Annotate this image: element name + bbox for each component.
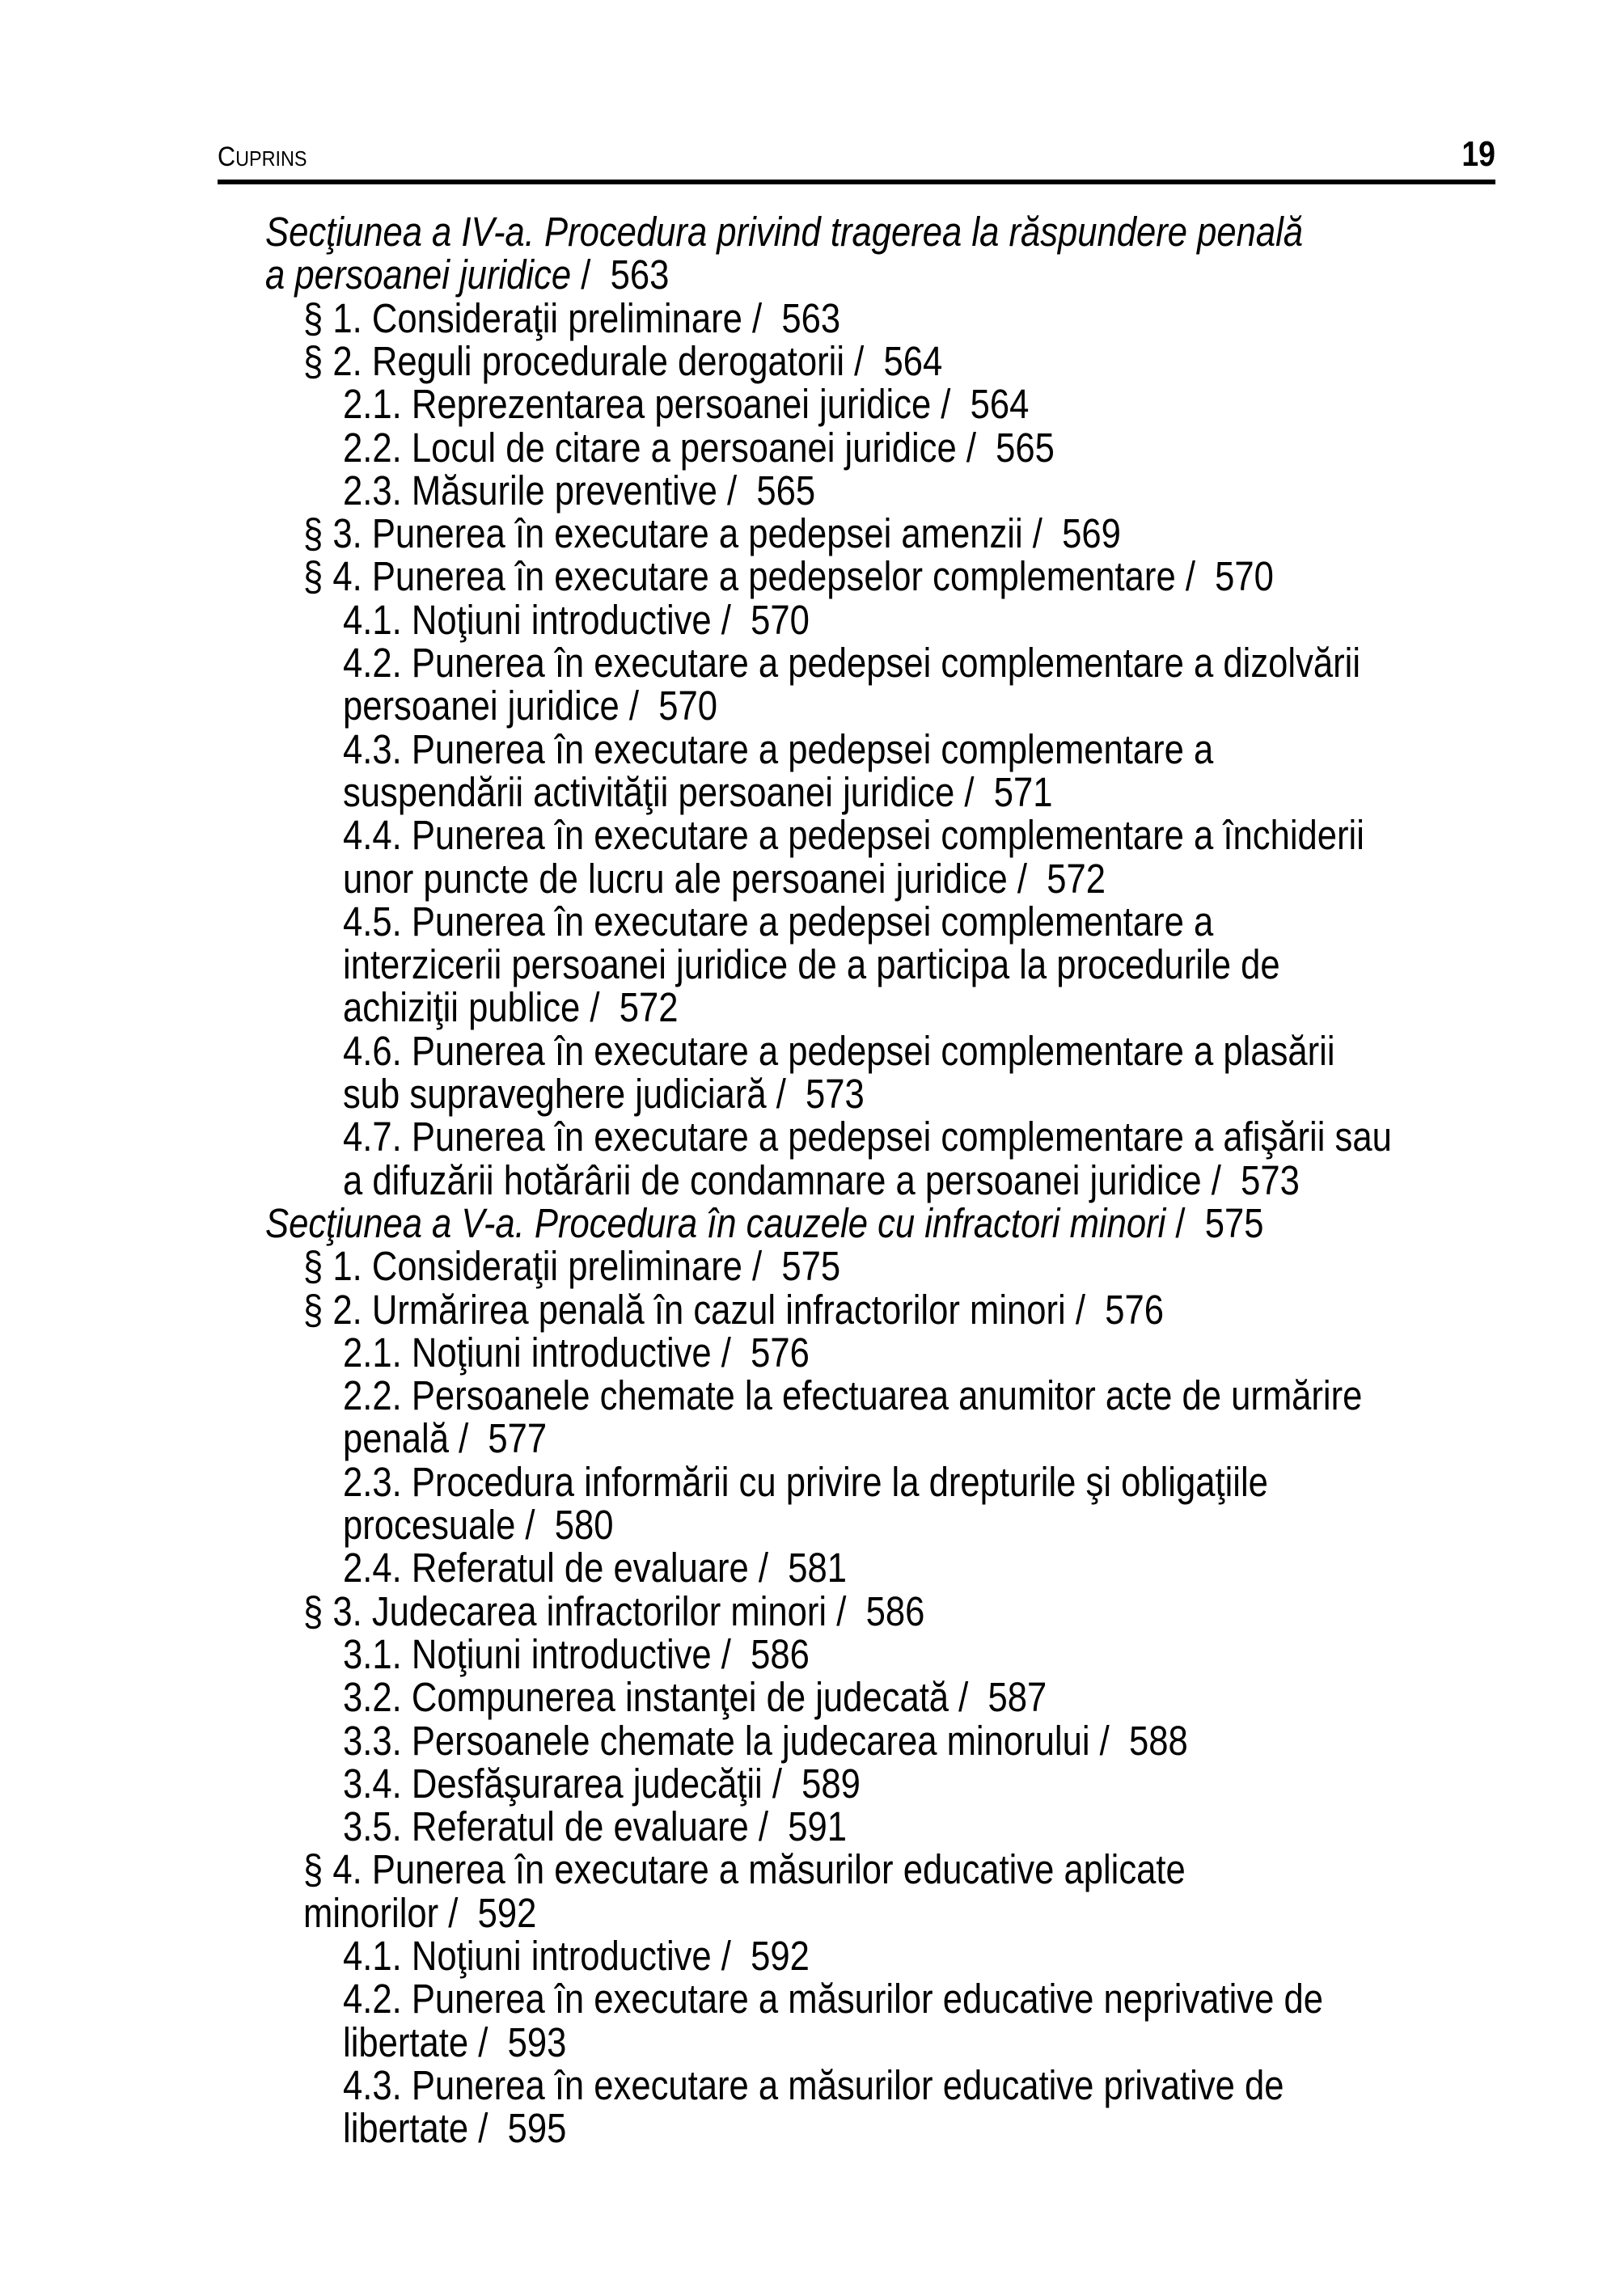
toc-separator: / (448, 1415, 488, 1462)
toc-entry-line (343, 1762, 861, 1805)
toc-entry-line (343, 768, 1053, 815)
toc-entry-line (343, 2018, 567, 2065)
toc-entry-title: § 2. Urmărirea penală în cazul infractorilor minori (303, 1286, 1066, 1333)
toc-page-number: 570 (1215, 553, 1274, 600)
toc-entry-line (343, 1546, 847, 1589)
toc-separator: / (766, 1071, 806, 1117)
toc-entry-line (303, 512, 1121, 555)
toc-page-number: 573 (806, 1071, 865, 1117)
toc-entry-title: sub supraveghere judiciară (343, 1071, 767, 1117)
toc-entry-line (303, 337, 943, 384)
toc-entry-title: 4.1. Noţiuni introductive (343, 1933, 712, 1979)
toc-separator: / (762, 1760, 802, 1807)
toc-separator: / (1165, 1199, 1205, 1246)
toc-separator: / (571, 252, 611, 298)
toc-separator: / (717, 467, 757, 514)
toc-entry-title: minorilor (303, 1889, 439, 1936)
toc-entry-line (343, 1417, 547, 1460)
toc-page-number: 571 (993, 768, 1053, 815)
toc-entry-title: 4.6. Punerea în executare a pedepsei complementare a plasării (343, 1027, 1335, 1074)
toc-entry-line (265, 210, 1303, 253)
toc-entry-line (265, 1199, 1264, 1246)
toc-entry-title: libertate (343, 2018, 469, 2065)
toc-page-number: 564 (883, 337, 943, 384)
toc-entry-title: § 4. Punerea în executare a măsurilor educative aplicate (303, 1846, 1186, 1893)
toc-page-number: 586 (865, 1587, 925, 1634)
toc-entry-title: libertate (343, 2105, 469, 2152)
toc-page-number: 577 (488, 1415, 548, 1462)
toc-entry-line (343, 1156, 1300, 1203)
toc-page-number: 591 (788, 1803, 848, 1850)
toc-entry-title: penală (343, 1415, 449, 1462)
toc-separator: / (1201, 1156, 1241, 1203)
toc-entry-line (303, 1587, 925, 1634)
toc-entry-line (343, 1630, 810, 1677)
toc-entry-line (343, 641, 1360, 684)
toc-entry-title: procesuale (343, 1502, 516, 1548)
toc-separator: / (580, 984, 620, 1031)
toc-entry-line (303, 1889, 537, 1936)
toc-page-number: 563 (610, 252, 670, 298)
toc-entry-title: interzicerii persoanei juridice de a participa la procedurile de (343, 941, 1280, 988)
toc-entry-line (343, 1503, 614, 1546)
toc-entry-title: Secţiunea a V-a. Procedura în cauzele cu infractori minori (265, 1199, 1166, 1246)
toc-entry-title: Secţiunea a IV-a. Procedura privind tragerea la răspundere penală (265, 209, 1304, 255)
toc-entry-line (343, 900, 1213, 943)
toc-entry-title: 2.2. Locul de citare a persoanei juridice (343, 424, 957, 471)
toc-page-number: 586 (751, 1630, 810, 1677)
toc-separator: / (949, 1674, 988, 1721)
toc-entry-line (343, 812, 1364, 859)
toc-entry-title: a difuzării hotărârii de condamnare a persoanei juridice (343, 1156, 1202, 1203)
toc-entry-line (343, 943, 1280, 986)
toc-separator: / (1175, 553, 1216, 600)
toc-entry-line (343, 381, 1030, 428)
toc-page-number: 595 (507, 2105, 567, 2152)
toc-entry-title: 2.3. Procedura informării cu privire la drepturile şi obligaţiile (343, 1458, 1268, 1505)
toc-entry-title: 4.1. Noţiuni introductive (343, 596, 712, 643)
toc-entry-line (343, 1072, 865, 1115)
running-header (218, 129, 1495, 178)
toc-entry-title: § 2. Reguli procedurale derogatorii (303, 337, 845, 384)
toc-page-number: 581 (788, 1545, 848, 1591)
toc-entry-line (343, 2105, 567, 2152)
header-title-initial: C (218, 142, 236, 172)
toc-entry-title: § 3. Judecarea infractorilor minori (303, 1587, 827, 1634)
toc-entry-line (343, 2061, 1284, 2108)
toc-entry-line (303, 555, 1274, 598)
toc-page-number: 564 (970, 381, 1030, 428)
toc-entry-title: 2.2. Persoanele chemate la efectuarea anumitor acte de urmărire (343, 1372, 1363, 1419)
toc-entry-line (343, 684, 717, 727)
toc-entry-line (343, 426, 1055, 469)
toc-entry-title: 2.1. Noţiuni introductive (343, 1329, 712, 1376)
toc-entry-title: 4.2. Punerea în executare a pedepsei complementare a dizolvării (343, 640, 1361, 686)
toc-separator: / (1089, 1717, 1129, 1764)
toc-separator: / (619, 683, 659, 729)
toc-entry-title: 4.2. Punerea în executare a măsurilor educative neprivative de (343, 1976, 1323, 2023)
toc-page-number: 569 (1062, 510, 1121, 557)
toc-entry-line (343, 1805, 847, 1848)
toc-entry-title: 3.4. Desfăşurarea judecăţii (343, 1760, 763, 1807)
toc-separator: / (711, 1630, 751, 1677)
toc-page-number: 576 (751, 1329, 810, 1376)
toc-entry-title: 4.7. Punerea în executare a pedepsei complementare a afişării sau (343, 1114, 1392, 1160)
toc-entry-title: § 1. Consideraţii preliminare (303, 294, 742, 341)
toc-separator: / (1007, 855, 1047, 902)
toc-entry-title: § 4. Punerea în executare a pedepselor complementare (303, 553, 1176, 600)
page-number: 19 (1461, 134, 1495, 174)
header-title-rest: UPRINS (235, 146, 307, 171)
toc-separator: / (742, 1243, 782, 1290)
header-rule (218, 180, 1495, 184)
toc-page-number: 563 (781, 294, 841, 341)
toc-entry-title: 3.3. Persoanele chemate la judecarea minorului (343, 1717, 1090, 1764)
toc-page-number: 572 (1047, 855, 1106, 902)
toc-entry-line (343, 1460, 1268, 1503)
toc-page-number: 570 (658, 683, 717, 729)
toc-page-number: 573 (1241, 1156, 1300, 1203)
running-header-title (218, 142, 307, 173)
toc-entry-line (343, 1674, 1047, 1721)
toc-entry-title: 3.2. Compunerea instanţei de judecată (343, 1674, 949, 1721)
toc-separator: / (954, 768, 994, 815)
toc-entry-line (343, 1115, 1392, 1158)
toc-page-number: 575 (1204, 1199, 1264, 1246)
toc-entry-title: persoanei juridice (343, 683, 620, 729)
toc-entry-title: 4.4. Punerea în executare a pedepsei complementare a închiderii (343, 812, 1364, 859)
toc-page-number: 592 (751, 1933, 810, 1979)
toc-page-number: 589 (801, 1760, 861, 1807)
toc-entry-title: § 3. Punerea în executare a pedepsei amenzii (303, 510, 1023, 557)
toc-entry-title: 4.5. Punerea în executare a pedepsei complementare a (343, 898, 1214, 945)
toc-page-number: 572 (619, 984, 679, 1031)
toc-entry-line (343, 598, 810, 641)
toc-page-number: 565 (756, 467, 816, 514)
toc-separator: / (711, 1933, 751, 1979)
toc-page-number: 587 (988, 1674, 1047, 1721)
toc-separator: / (844, 337, 884, 384)
toc-entry-line (343, 1719, 1188, 1762)
toc-entry-title: 2.1. Reprezentarea persoanei juridice (343, 381, 932, 428)
toc-entry-line (343, 1976, 1323, 2023)
toc-separator: / (468, 2105, 508, 2152)
toc-entry-title: § 1. Consideraţii preliminare (303, 1243, 742, 1290)
toc-entry-title: achiziţii publice (343, 984, 581, 1031)
toc-entry-line (265, 253, 669, 296)
toc-separator: / (748, 1803, 789, 1850)
toc-entry-line (343, 1374, 1362, 1417)
toc-separator: / (1022, 510, 1063, 557)
toc-page-number: 576 (1105, 1286, 1164, 1333)
toc-entry-title: a persoanei juridice (265, 252, 572, 298)
toc-entry-line (343, 1029, 1335, 1072)
toc-separator: / (515, 1502, 555, 1548)
toc-entry-title: 4.3. Punerea în executare a pedepsei complementare a (343, 725, 1214, 772)
toc-separator: / (956, 424, 996, 471)
toc-entry-line (343, 857, 1106, 900)
toc-separator: / (1065, 1286, 1106, 1333)
toc-entry-line (343, 1331, 810, 1374)
toc-entry-title: suspendării activităţii persoanei juridice (343, 768, 955, 815)
toc-separator: / (711, 1329, 751, 1376)
toc-entry-title: 2.4. Referatul de evaluare (343, 1545, 749, 1591)
toc-entry-line (343, 725, 1214, 772)
toc-separator: / (438, 1889, 478, 1936)
toc-entry-title: unor puncte de lucru ale persoanei juridice (343, 855, 1008, 902)
toc-page-number: 570 (751, 596, 810, 643)
toc-entry-line (343, 1934, 810, 1977)
toc-entry-title: 4.3. Punerea în executare a măsurilor educative privative de (343, 2061, 1284, 2108)
toc-page-number: 565 (996, 424, 1055, 471)
toc-entry-line (303, 294, 841, 341)
toc-entry-title: 3.1. Noţiuni introductive (343, 1630, 712, 1677)
toc-separator: / (742, 294, 782, 341)
toc-page-number: 575 (781, 1243, 841, 1290)
toc-page-number: 592 (477, 1889, 537, 1936)
toc-page-number: 580 (554, 1502, 614, 1548)
toc-separator: / (468, 2018, 508, 2065)
toc-entry-title: 2.3. Măsurile preventive (343, 467, 717, 514)
toc-separator: / (931, 381, 971, 428)
toc-page-number: 588 (1128, 1717, 1188, 1764)
toc-page-number: 593 (507, 2018, 567, 2065)
toc-separator: / (748, 1545, 789, 1591)
toc-separator: / (827, 1587, 866, 1634)
toc-entry-line (303, 1848, 1186, 1891)
toc-entry-line (343, 986, 679, 1029)
toc-separator: / (711, 596, 751, 643)
toc-entry-title: 3.5. Referatul de evaluare (343, 1803, 749, 1850)
toc-entry-line (343, 469, 815, 512)
toc-entry-line (303, 1243, 841, 1290)
toc-entry-line (303, 1288, 1164, 1331)
